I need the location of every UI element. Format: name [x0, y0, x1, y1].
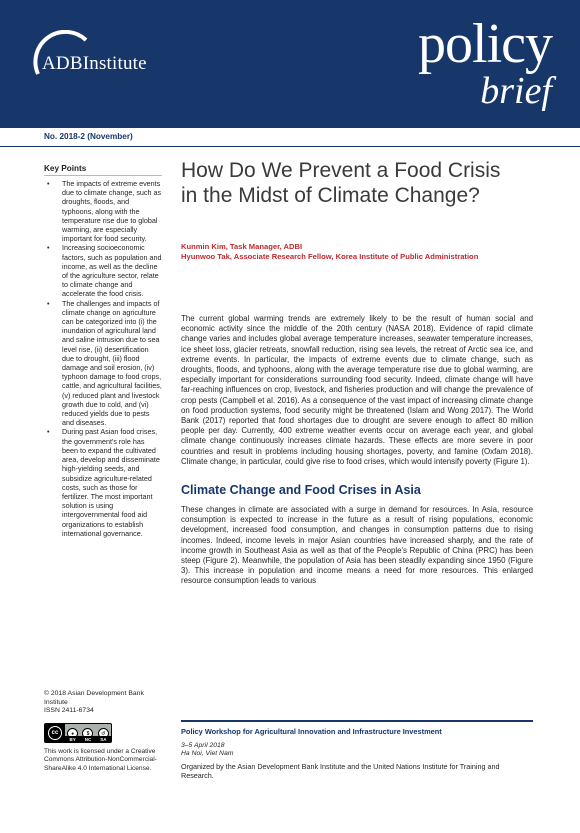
issn-text: ISSN 2411-6734 [44, 707, 94, 715]
copyright-text: © 2018 Asian Development Bank Institute [44, 690, 144, 706]
sharealike-icon: ↺ [98, 728, 109, 739]
cc-sa-label: SA [100, 736, 107, 742]
key-points-list [44, 179, 162, 538]
title-line-1: How Do We Prevent a Food Crisis [181, 159, 501, 182]
noncommercial-icon: $ [82, 728, 93, 739]
key-points-sidebar [44, 164, 162, 538]
key-point-item: • The impacts of extreme events due to climate change, such as droughts, floods, and typhoons, along with the temperature rise due to global warming, are especially important for food security. [44, 179, 162, 243]
workshop-place: Ha Noi, Viet Nam [181, 750, 234, 757]
key-points-title: Key Points [44, 164, 87, 173]
key-point-item: • Increasing socioeconomic factors, such as population and income, as well as the decline of the agriculture sector, relate to climate change and accelerate the food crisis. [44, 243, 162, 298]
header-divider [0, 146, 580, 147]
author-line: Hyunwoo Tak, Associate Research Fellow, Korea Institute of Public Administration [181, 252, 479, 261]
key-point-item: • During past Asian food crises, the government's role has been to expand the cultivated area, develop and disseminate high-yielding seeds, and subsidize agriculture-related costs, such as those for fertilizer. The most important solution is using intergovernmental food aid organizations to establish international governance. [44, 427, 162, 537]
header-band [0, 0, 580, 128]
policy-wordmark: policy [418, 13, 552, 75]
author-line: Kunmin Kim, Task Manager, ADBI [181, 242, 303, 251]
cc-strip [65, 736, 111, 742]
workshop-info-box [181, 720, 533, 780]
intro-paragraph: The current global warming trends are extremely likely to be the result of human social and economic activity since the middle of the 20th century (NASA 2018). Evidence of rapid climate change varies and includes global average temperature increases, seawater temperature increases, ice sheet loss, glacier retreats, snowfall reduction, rising sea levels, the retreat of Arctic sea ice, and extreme events. In particular, the impacts of extreme events due to climate change, such as droughts, floods, and typhoons, along with the average temperature rise due to global warming, are especially important for considerations surrounding food security. Indeed, climate change will have far-reaching influences on crop, livestock, and fisheries production and will change the prevalence of crop pests (Campbell et al. 2016). As a consequence of the vast impact of increasing climate change on food production systems, food security might be threatened (Islam and Wong 2017). The World Bank (2017) reported that food shortages due to drought are severe enough to affect 80 million people per day. Currently, 400 extreme weather events occur on average each year, and global climate change continuously increases climate hazards. These effects are more severe in poor countries and result in problems including housing shortages, poverty, and famine (Oxfam 2018). Climate change, in particular, could give rise to food crises, which would intensify poverty (Figure 1). [181, 314, 533, 466]
section-paragraph: These changes in climate are associated with a surge in demand for resources. In Asia, resource consumption is expected to increase in the future as a result of rising populations, economic development, increased food consumption, and changes in consumption patterns due to rising incomes. Indeed, income levels in major Asian countries have increased sharply, and the rate of income growth in Southeast Asia as well as that of the People's Republic of China (PRC) has been steep (Figure 2). Meanwhile, the population of Asia has been steadily expanding since 1950 (Figure 3). This increase in population and income means a need for more resources. This enlarged resource consumption leads to various [181, 505, 533, 586]
main-column [181, 158, 533, 587]
key-point-item: • The challenges and impacts of climate change on agriculture can be categorized into (i) the inundation of agricultural land and saline intrusion due to sea level rise, (ii) desertification due to drought, (iii) flood damage and soil erosion, (iv) typhoon damage to food crops, cattle, and agricultural facilities, (v) reduced plant and livestock growth due to cold, and (vi) reduced yields due to pests and diseases. [44, 299, 162, 428]
creative-commons-badge[interactable] [44, 723, 112, 743]
attribution-icon: ● [67, 728, 78, 739]
brief-wordmark: brief [480, 70, 552, 112]
authors-block [181, 242, 533, 262]
page-title [181, 158, 533, 208]
adbi-logo[interactable] [30, 30, 190, 100]
workshop-title: Policy Workshop for Agricultural Innovation and Infrastructure Investment [181, 727, 442, 736]
cc-icon: cc [48, 726, 62, 740]
cc-nc-label: NC [84, 736, 92, 742]
license-text: This work is licensed under a Creative Commons Attribution-NonCommercial-ShareAlike 4.0 International License. [44, 748, 157, 772]
logo-text: ADBInstitute [42, 53, 147, 74]
title-line-2: in the Midst of Climate Change? [181, 184, 480, 207]
copyright-block [44, 690, 164, 716]
workshop-date: 3–5 April 2018 [181, 742, 225, 749]
key-points-divider [44, 175, 162, 176]
section-heading: Climate Change and Food Crises in Asia [181, 483, 421, 498]
cc-left-panel [45, 724, 65, 742]
cc-by-label: BY [69, 736, 76, 742]
workshop-organizer: Organized by the Asian Development Bank Institute and the United Nations Institute for Training and Research. [181, 762, 500, 780]
issue-number: No. 2018-2 (November) [44, 132, 133, 141]
